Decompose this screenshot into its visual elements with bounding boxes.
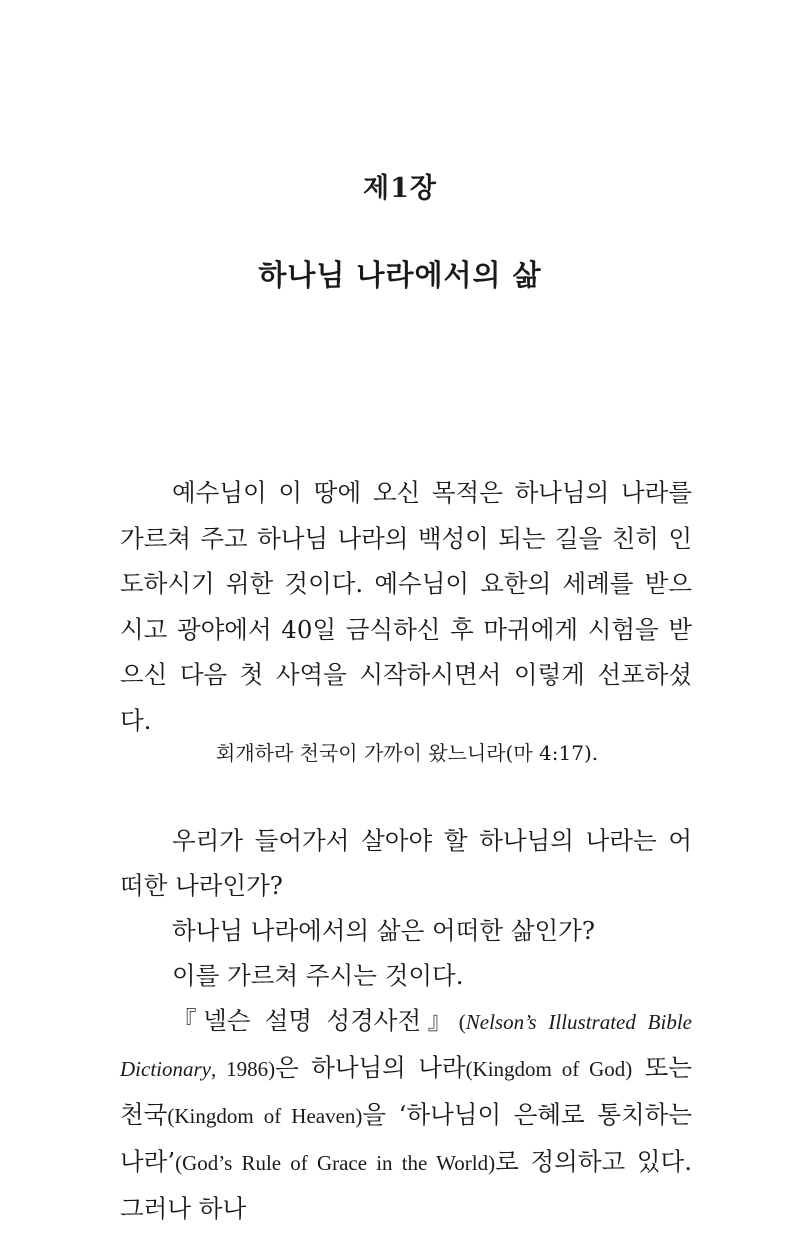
term-kingdom-of-heaven: (Kingdom of Heaven) (167, 1104, 363, 1128)
term-kingdom-of-god: (Kingdom of God) (465, 1057, 633, 1081)
definition-paragraph (120, 998, 692, 1231)
intro-paragraph: 예수님이 이 땅에 오신 목적은 하나님의 나라를 가르쳐 주고 하나님 나라의 백성이 되는 길을 친히 인도하시기 위한 것이다. 예수님이 요한의 세례를 받으시고 광야에서 40일 금식하신 후 마귀에게 시험을 받으신 다음 첫 사역을 시작하시면서 이렇게 선포하셨다. (120, 478, 692, 735)
definition-text-1: 은 하나님의 나라 (275, 1053, 466, 1082)
scripture-quote: 회개하라 천국이 가까이 왔느니라(마 4:17). (216, 741, 599, 765)
body-text-block (120, 818, 692, 1231)
chapter-title: 하나님 나라에서의 삶 (258, 258, 542, 292)
book-title-korean: 『넬슨 설명 성경사전』 (172, 1006, 459, 1035)
open-paren: ( (458, 1010, 466, 1034)
publication-year: , 1986) (210, 1057, 276, 1081)
question-paragraph-2: 하나님 나라에서의 삶은 어떠한 삶인가? (172, 916, 595, 945)
definition-text-2: 또는 천국 (120, 1053, 692, 1129)
definition-text-3: 을 ‘하나님이 은혜로 통치하는 나라’ (120, 1100, 692, 1176)
book-title-english: Nelson’s Illustrated Bible Dictionary (120, 1010, 692, 1081)
term-gods-rule: (God’s Rule of Grace in the World) (175, 1151, 496, 1175)
question-paragraph-1: 우리가 들어가서 살아야 할 하나님의 나라는 어떠한 나라인가? (120, 826, 692, 900)
chapter-number: 제1장 (363, 173, 437, 204)
statement-paragraph: 이를 가르쳐 주시는 것이다. (172, 961, 464, 990)
definition-text-4: 로 정의하고 있다. 그러나 하나 (120, 1147, 692, 1223)
